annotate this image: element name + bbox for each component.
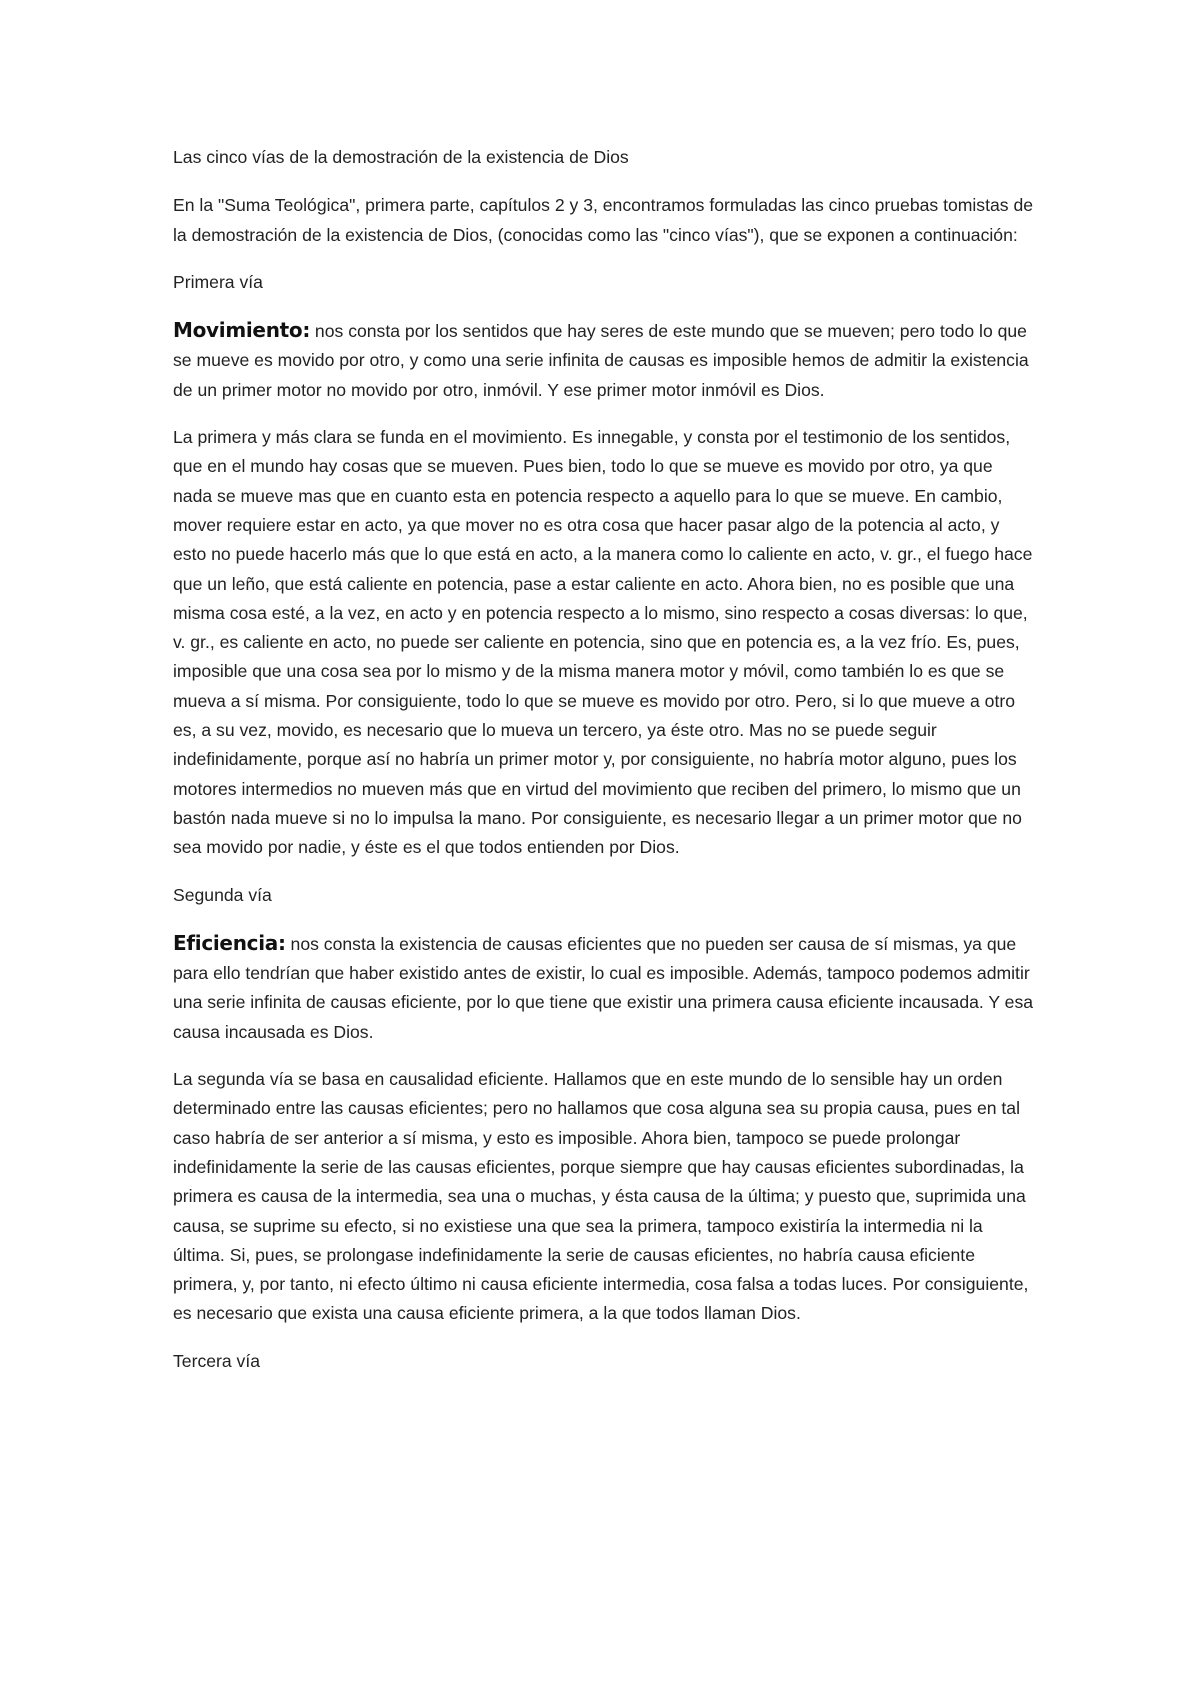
body-paragraph-segunda-via: La segunda vía se basa en causalidad eficiente. Hallamos que en este mundo de lo sensible hay un orden determinado entre las causas eficientes; pero no hallamos que cosa alguna sea su propia causa, pues en tal caso habría de ser anterior a sí misma, y esto es imposible. Ahora bien, tampoco se puede prolongar indefinidamente la serie de las causas eficientes, porque siempre que hay causas eficientes subordinadas, la primera es causa de la intermedia, sea una o muchas, y ésta causa de la última; y puesto que, suprimida una causa, se suprime su efecto, si no existiese una que sea la primera, tampoco existiría la intermedia ni la última. Si, pues, se prolongase indefinidamente la serie de causas eficientes, no habría causa eficiente primera, y, por tanto, ni efecto último ni causa eficiente intermedia, cosa falsa a todas luces. Por consiguiente, es necesario que exista una causa eficiente primera, a la que todos llaman Dios.	[173, 1069, 1029, 1324]
intro-paragraph: En la "Suma Teológica", primera parte, capítulos 2 y 3, encontramos formuladas las cinco pruebas tomistas de la demostración de la existencia de Dios, (conocidas como las "cinco vías"), que se exponen a continuación:	[173, 195, 1034, 245]
section-heading-segunda-via: Segunda vía	[173, 884, 272, 905]
term-eficiencia: Eficiencia:	[173, 930, 286, 955]
section-heading-tercera-via: Tercera vía	[173, 1350, 261, 1371]
summary-text-eficiencia: nos consta la existencia de causas eficientes que no pueden ser causa de sí mismas, ya que para ello tendrían que haber existido antes de existir, lo cual es imposible. Además, tampoco podemos admitir una serie infinita de causas eficiente, por lo que tiene que existir una primera causa eficiente incausada. Y esa causa incausada es Dios.	[173, 933, 1034, 1042]
summary-paragraph-movimiento	[173, 316, 1035, 405]
summary-paragraph-eficiencia	[173, 929, 1035, 1047]
term-movimiento: Movimiento:	[173, 318, 311, 343]
body-paragraph-primera-via: La primera y más clara se funda en el movimiento. Es innegable, y consta por el testimonio de los sentidos, que en el mundo hay cosas que se mueven. Pues bien, todo lo que se mueve es movido por otro, ya que nada se mueve mas que en cuanto esta en potencia respecto a aquello para lo que se mueve. En cambio, mover requiere estar en acto, ya que mover no es otra cosa que hacer pasar algo de la potencia al acto, y esto no puede hacerlo más que lo que está en acto, a la manera como lo caliente en acto, v. gr., el fuego hace que un leño, que está caliente en potencia, pase a estar caliente en acto. Ahora bien, no es posible que una misma cosa esté, a la vez, en acto y en potencia respecto a lo mismo, sino respecto a cosas diversas: lo que, v. gr., es caliente en acto, no puede ser caliente en potencia, sino que en potencia es, a la vez frío. Es, pues, imposible que una cosa sea por lo mismo y de la misma manera motor y móvil, como también lo es que se mueva a sí misma. Por consiguiente, todo lo que se mueve es movido por otro. Pero, si lo que mueve a otro es, a su vez, movido, es necesario que lo mueva un tercero, ya éste otro. Mas no se puede seguir indefinidamente, porque así no habría un primer motor y, por consiguiente, no habría motor alguno, pues los motores intermedios no mueven más que en virtud del movimiento que reciben del primero, lo mismo que un bastón nada mueve si no lo impulsa la mano. Por consiguiente, es necesario llegar a un primer motor que no sea movido por nadie, y éste es el que todos entienden por Dios.	[173, 427, 1033, 858]
document-title: Las cinco vías de la demostración de la existencia de Dios	[173, 147, 629, 167]
summary-text-movimiento: nos consta por los sentidos que hay seres de este mundo que se mueven; pero todo lo que se mueve es movido por otro, y como una serie infinita de causas es imposible hemos de admitir la existencia de un primer motor no movido por otro, inmóvil. Y ese primer motor inmóvil es Dios.	[173, 321, 1029, 400]
section-heading-primera-via: Primera vía	[173, 271, 263, 292]
document-page	[173, 143, 1035, 1395]
